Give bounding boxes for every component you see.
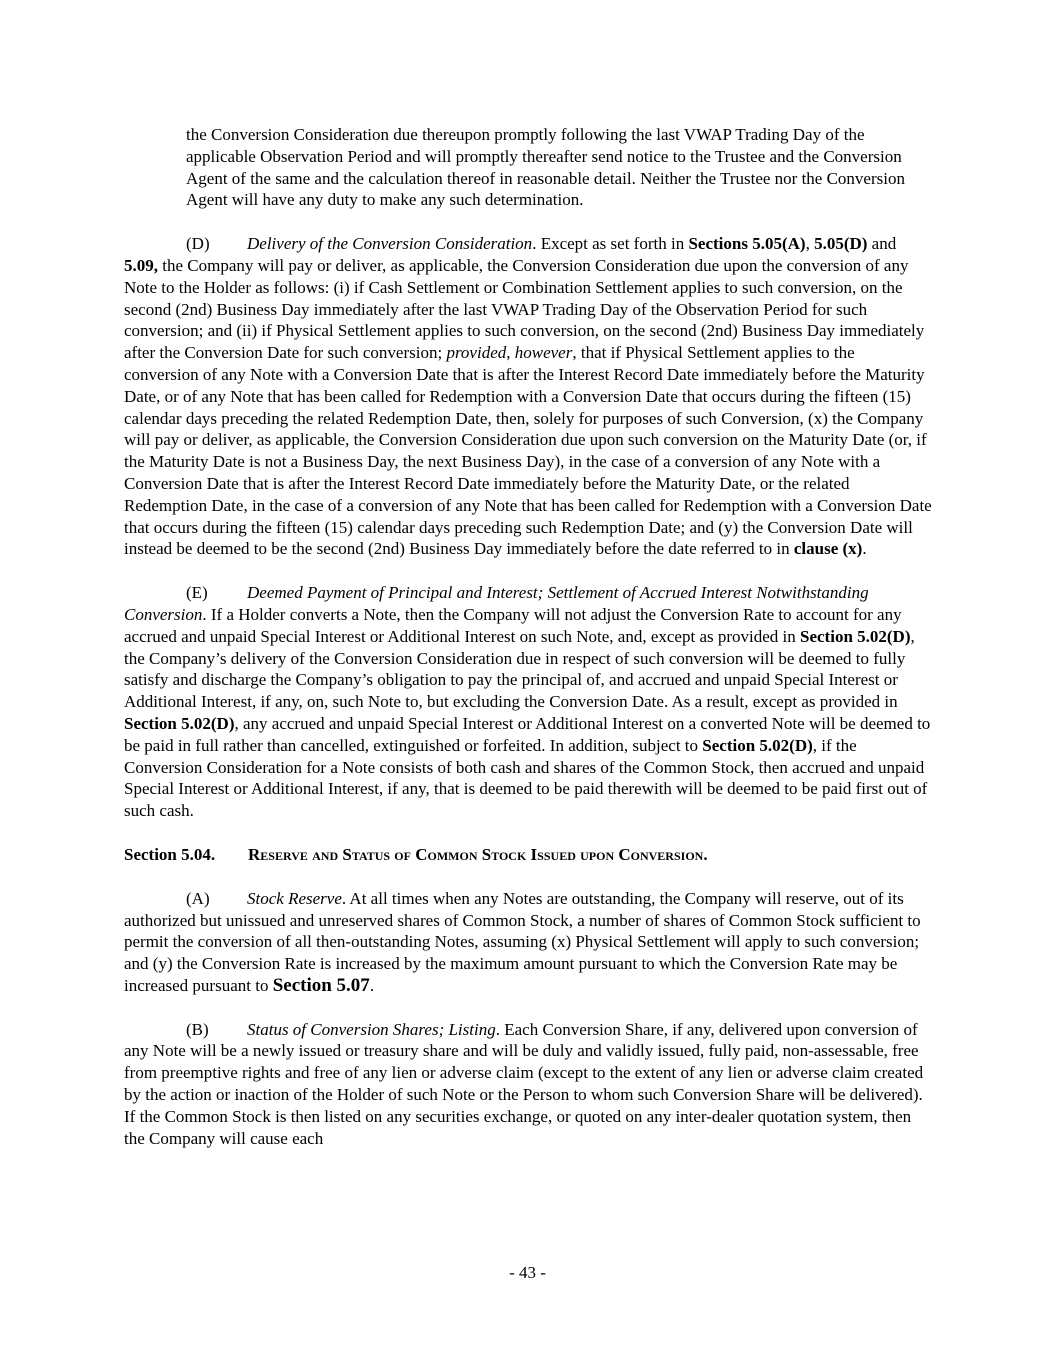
continued-text: the Conversion Consideration due thereupon promptly following the last VWAP Trading Day of the applicable Observation Period and will promptly thereafter send notice to the Trustee and the Conversion Agent of the same and the calculation thereof in reasonable detail. Neither the Trustee nor the Conversion Agent will have any duty to make any such determination.: [186, 125, 905, 210]
paragraph-a-label: (A): [186, 888, 210, 908]
clause-reference: clause (x): [793, 539, 863, 559]
emphasis-provided: provided: [446, 343, 507, 363]
continued-paragraph: [124, 124, 932, 211]
paragraph-a-text: . At all times when any Notes are outstanding, the Company will reserve, out of its authorized but unissued and unreserved shares of Common Stock, a number of shares of Common Stock sufficient to permit the conversion of all then-outstanding Notes, assuming (x) Physical Settlement will apply to such conversion; and (y) the Conversion Rate is increased by the maximum amount pursuant to which the Conversion Rate may be increased pursuant to: [124, 888, 921, 995]
section-reference: Section 5.02(D): [124, 713, 235, 733]
paragraph-e-text: . If a Holder converts a Note, then the Company will not adjust the Conversion Rate to account for any accrued and unpaid Special Interest or Additional Interest on such Note, and, except as provided in: [124, 604, 902, 646]
page-number: - 43 -: [509, 1263, 546, 1282]
section-heading: [124, 844, 932, 866]
paragraph-d-text: ,: [506, 343, 515, 363]
paragraph-d-text: .: [862, 539, 867, 559]
paragraph-e-label: (E): [186, 583, 208, 603]
paragraph-b-title: Status of Conversion Shares; Listing: [247, 1019, 496, 1039]
paragraph-d-text: , that if Physical Settlement applies to the conversion of any Note with a Conversion Date that is after the Interest Record Date immediately before the Maturity Date, or of any Note that has been called for Redemption with a Conversion Date that occurs during the fifteen (15) calendar days preceding the related Redemption Date, then, solely for purposes of such Conversion, (x) the Company will pay or deliver, as applicable, the Conversion Consideration due upon such conversion on the Maturity Date (or, if the Maturity Date is not a Business Day, the next Business Day), in the case of a conversion of any Note with a Conversion Date that is after the Interest Record Date immediately before the Maturity Date, or the related Redemption Date, in the case of a conversion of any Note that has been called for Redemption with a Conversion Date that occurs during the fifteen (15) calendar days preceding such Redemption Date; and (y) the Conversion Date will instead be deemed to be the second (2nd) Business Day immediately before the date referred to in: [124, 343, 932, 559]
emphasis-however: however: [514, 343, 573, 363]
section-reference: Sections 5.05(A): [688, 234, 806, 254]
paragraph-b-label: (B): [186, 1019, 209, 1039]
paragraph-d-title: Delivery of the Conversion Consideration: [247, 234, 533, 254]
section-reference: Section 5.07: [272, 974, 370, 996]
paragraph-e-title: Deemed Payment of Principal and Interest; Settlement of Accrued Interest Notwithstanding Conversion: [124, 583, 869, 624]
paragraph-d-text: and: [867, 234, 897, 254]
section-title: Reserve and Status of Common Stock Issued upon Conversion.: [248, 844, 708, 864]
section-number: Section 5.04.: [124, 844, 216, 864]
paragraph-d: [124, 233, 932, 560]
paragraph-e-text: , if the Conversion Consideration for a Note consists of both cash and shares of the Common Stock, then accrued and unpaid Special Interest or Additional Interest, if any, that is deemed to be paid therewith will be deemed to be paid first out of such cash.: [124, 735, 928, 821]
paragraph-a: [124, 888, 932, 997]
paragraph-e-text: , the Company’s delivery of the Conversion Consideration due in respect of such conversion will be deemed to fully satisfy and discharge the Company’s obligation to pay the principal of, and accrued and unpaid Special Interest or Additional Interest, if any, on, such Note to, but excluding the Conversion Date. As a result, except as provided in: [124, 626, 915, 712]
paragraph-d-text: the Company will pay or deliver, as applicable, the Conversion Consideration due upon the conversion of any Note to the Holder as follows: (i) if Cash Settlement or Combination Settlement applies to such conversion, on the second (2nd) Business Day immediately after the last VWAP Trading Day of the Observation Period for such conversion; and (ii) if Physical Settlement applies to such conversion, on the second (2nd) Business Day immediately after the Conversion Date for such conversion;: [124, 255, 925, 363]
section-reference: Section 5.02(D): [702, 735, 813, 755]
section-reference: 5.09,: [124, 255, 158, 275]
paragraph-a-title: Stock Reserve: [247, 888, 342, 908]
paragraph-d-label: (D): [186, 234, 210, 254]
paragraph-d-text: ,: [805, 234, 815, 254]
paragraph-e: [124, 582, 932, 822]
paragraph-b-text: . Each Conversion Share, if any, delivered upon conversion of any Note will be a newly issued or treasury share and will be duly and validly issued, fully paid, non-assessable, free from preemptive rights and free of any lien or adverse claim (except to the extent of any lien or adverse claim created by the action or inaction of the Holder of such Note or the Person to whom such Conversion Share will be delivered). If the Common Stock is then listed on any securities exchange, or quoted on any inter-dealer quotation system, then the Company will cause each: [124, 1019, 924, 1148]
section-reference: 5.05(D): [814, 234, 868, 254]
paragraph-a-text: .: [369, 975, 375, 995]
section-reference: Section 5.02(D): [800, 626, 911, 646]
paragraph-b: [124, 1019, 932, 1150]
paragraph-d-text: . Except as set forth in: [532, 234, 689, 254]
paragraph-e-text: , any accrued and unpaid Special Interest or Additional Interest on a converted Note will be deemed to be paid in full rather than cancelled, extinguished or forfeited. In addition, subject to: [124, 713, 931, 755]
page-body: [124, 124, 932, 1149]
